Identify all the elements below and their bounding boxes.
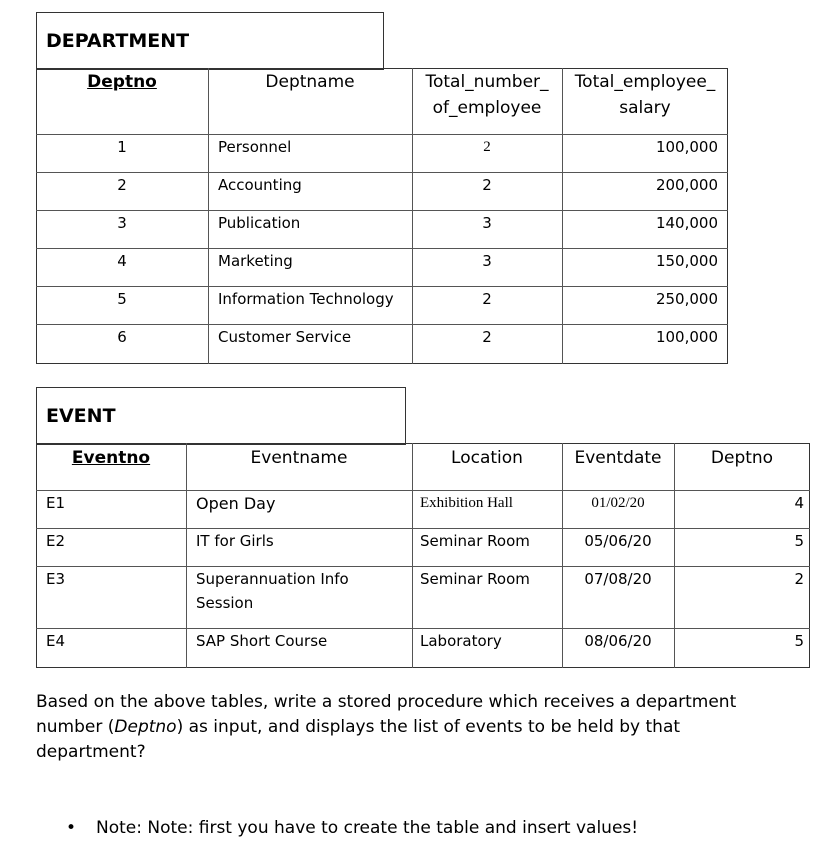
event-row-line: [36, 628, 810, 629]
event-title: EVENT: [46, 405, 116, 427]
event-header-eventno: Eventno: [71, 448, 151, 468]
dept-col-line: [208, 68, 209, 364]
event-cell-deptno: 5: [794, 632, 804, 650]
dept-cell-deptno: 3: [117, 214, 127, 232]
event-cell-eventdate: 08/06/20: [584, 632, 652, 650]
event-row-line: [36, 490, 810, 491]
dept-cell-salary: 100,000: [655, 138, 718, 156]
dept-cell-deptname: Accounting: [218, 176, 302, 194]
dept-header-deptname: Deptname: [265, 72, 355, 92]
event-row-line: [36, 528, 810, 529]
event-header-eventname: Eventname: [250, 448, 348, 468]
event-cell-eventno: E1: [46, 494, 66, 512]
dept-cell-total: 2: [482, 328, 492, 346]
note-bullet-icon: •: [66, 818, 77, 838]
dept-row-line: [36, 172, 728, 173]
dept-cell-deptno: 6: [117, 328, 127, 346]
dept-cell-deptno: 5: [117, 290, 127, 308]
dept-cell-deptname: Marketing: [218, 252, 293, 270]
event-cell-deptno: 4: [794, 494, 804, 512]
event-cell-eventno: E3: [46, 570, 66, 588]
event-col-line: [186, 443, 187, 668]
dept-row-line: [36, 134, 728, 135]
event-header-deptno: Deptno: [710, 448, 774, 468]
dept-cell-salary: 100,000: [655, 328, 718, 346]
note-text: Note: Note: first you have to create the table and insert values!: [96, 818, 639, 838]
dept-row-line: [36, 210, 728, 211]
dept-row-line: [36, 324, 728, 325]
event-cell-location: Seminar Room: [420, 570, 530, 588]
dept-cell-deptno: 1: [117, 138, 127, 156]
dept-row-line: [36, 248, 728, 249]
question-paragraph: [36, 690, 796, 765]
event-col-line: [412, 443, 413, 668]
dept-cell-total: 3: [482, 252, 492, 270]
dept-cell-salary: 140,000: [655, 214, 718, 232]
question-line-2-post: ) as input, and displays the list of events to be held by that: [176, 717, 681, 737]
dept-cell-total: 2: [482, 290, 492, 308]
event-row-line: [36, 566, 810, 567]
dept-row-line: [36, 286, 728, 287]
question-line-2-pre: number (: [36, 717, 115, 737]
event-cell-eventno: E4: [46, 632, 66, 650]
dept-cell-deptname: Customer Service: [218, 328, 352, 346]
event-cell-eventname: IT for Girls: [196, 532, 274, 550]
event-cell-eventname-2: Session: [196, 594, 254, 612]
event-cell-eventdate: 01/02/20: [591, 495, 645, 511]
event-cell-eventname: Open Day: [196, 494, 276, 513]
dept-cell-total: 3: [482, 214, 492, 232]
dept-cell-deptno: 4: [117, 252, 127, 270]
dept-cell-salary: 150,000: [655, 252, 718, 270]
event-cell-deptno: 5: [794, 532, 804, 550]
dept-cell-deptname: Personnel: [218, 138, 292, 156]
event-header-eventdate: Eventdate: [574, 448, 662, 468]
event-cell-deptno: 2: [794, 570, 804, 588]
question-deptno-emphasis: Deptno: [114, 717, 177, 737]
event-cell-location: Seminar Room: [420, 532, 530, 550]
question-line-3: department?: [36, 742, 146, 762]
event-cell-eventdate: 07/08/20: [584, 570, 652, 588]
dept-header-total-salary: Total_employee_: [574, 72, 716, 92]
event-cell-eventno: E2: [46, 532, 66, 550]
dept-cell-salary: 250,000: [655, 290, 718, 308]
event-cell-eventdate: 05/06/20: [584, 532, 652, 550]
event-header-location: Location: [451, 448, 523, 468]
event-cell-location: Exhibition Hall: [420, 495, 513, 511]
dept-header-deptno: Deptno: [87, 72, 157, 92]
dept-cell-deptno: 2: [117, 176, 127, 194]
dept-header-total-salary-2: salary: [619, 98, 671, 118]
dept-cell-total: 2: [483, 139, 491, 155]
dept-cell-deptname: Information Technology: [218, 290, 394, 308]
event-cell-eventname: SAP Short Course: [196, 632, 328, 650]
question-line-2: [36, 715, 796, 740]
dept-header-total-number-2: of_employee: [432, 98, 542, 118]
dept-cell-salary: 200,000: [655, 176, 718, 194]
dept-cell-total: 2: [482, 176, 492, 194]
dept-cell-deptname: Publication: [218, 214, 301, 232]
question-line-1: Based on the above tables, write a stored procedure which receives a department: [36, 692, 737, 712]
department-title: DEPARTMENT: [46, 30, 190, 52]
dept-header-total-number: Total_number_: [425, 72, 549, 92]
event-cell-location: Laboratory: [420, 632, 502, 650]
event-cell-eventname: Superannuation Info: [196, 570, 349, 588]
